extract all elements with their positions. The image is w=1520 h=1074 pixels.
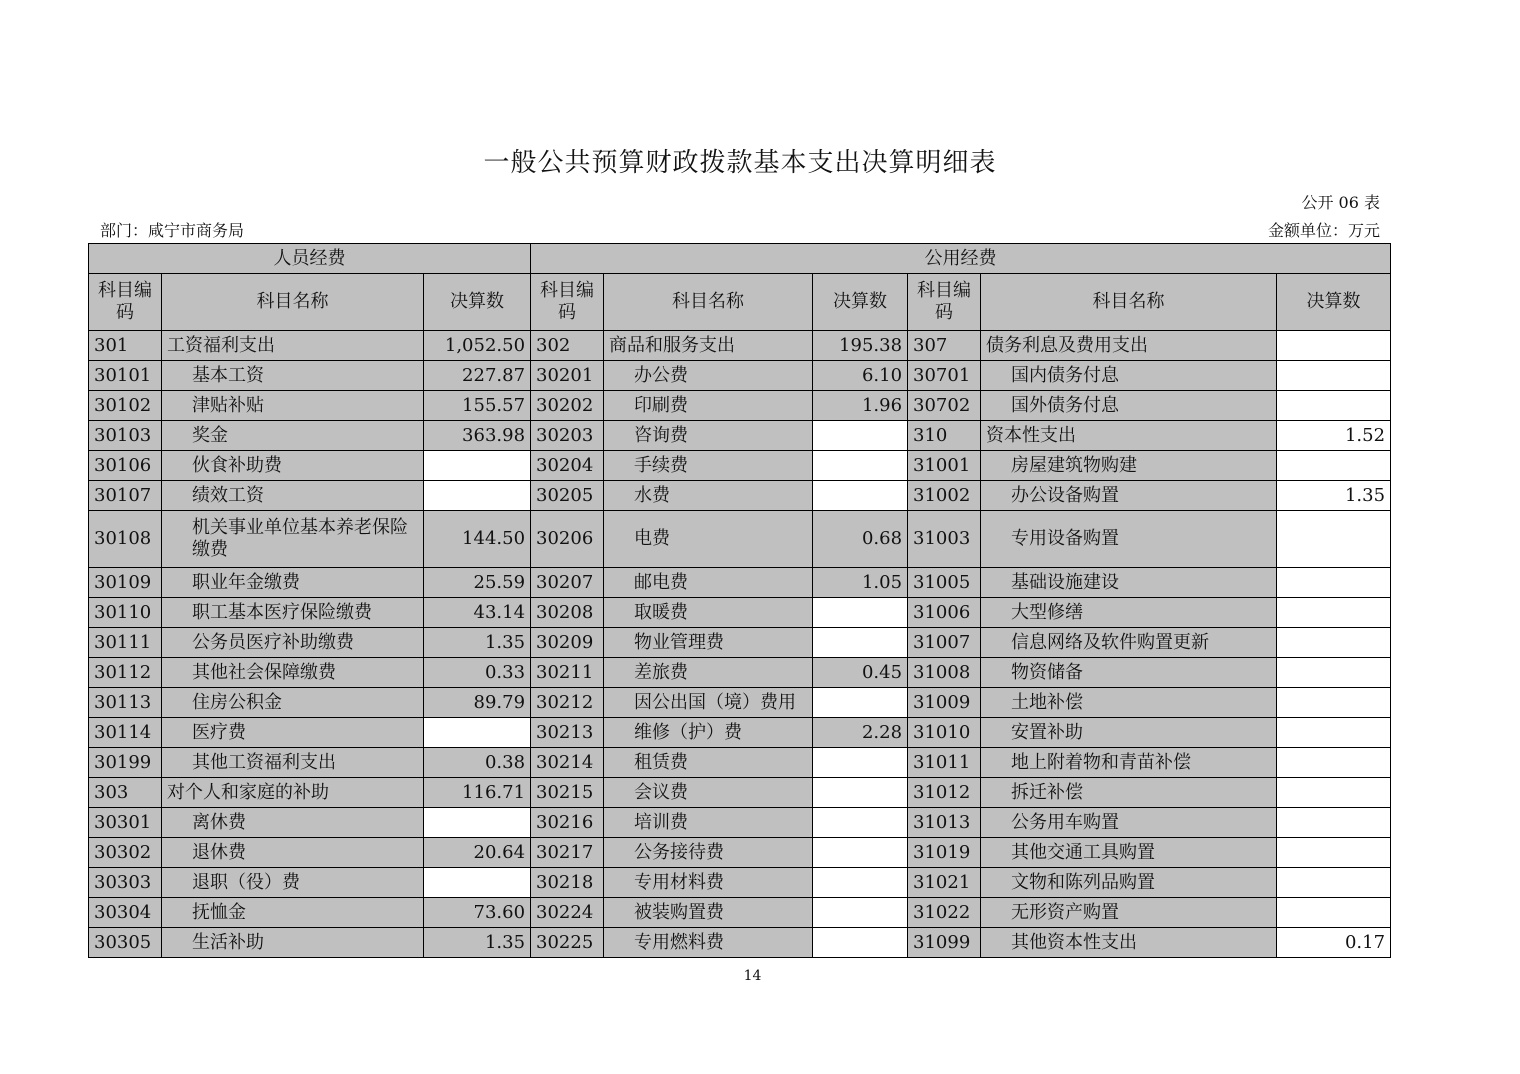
subject-code-cell: 30701 bbox=[908, 361, 981, 391]
subject-code-cell: 30702 bbox=[908, 391, 981, 421]
table-row bbox=[89, 748, 1391, 778]
table-row bbox=[89, 391, 1391, 421]
subject-name-cell: 咨询费 bbox=[604, 421, 813, 451]
table-row bbox=[89, 568, 1391, 598]
subject-code-cell: 31007 bbox=[908, 628, 981, 658]
subject-name-cell: 绩效工资 bbox=[162, 481, 424, 511]
section-personnel: 人员经费 bbox=[89, 244, 531, 274]
amount-unit-label: 金额单位：万元 bbox=[1267, 221, 1380, 240]
column-header-row bbox=[89, 274, 1391, 331]
amount-cell bbox=[1277, 778, 1391, 808]
amount-cell bbox=[1277, 838, 1391, 868]
table-row bbox=[89, 481, 1391, 511]
subject-name-cell: 国内债务付息 bbox=[981, 361, 1277, 391]
amount-cell bbox=[1277, 598, 1391, 628]
amount-cell: 1.52 bbox=[1277, 421, 1391, 451]
subject-name-cell: 被装购置费 bbox=[604, 898, 813, 928]
amount-cell bbox=[1277, 868, 1391, 898]
subject-code-cell: 30215 bbox=[531, 778, 604, 808]
table-row bbox=[89, 898, 1391, 928]
subject-code-cell: 310 bbox=[908, 421, 981, 451]
subject-code-cell: 31002 bbox=[908, 481, 981, 511]
amount-cell bbox=[813, 628, 908, 658]
subject-code-cell: 30199 bbox=[89, 748, 162, 778]
amount-cell bbox=[813, 481, 908, 511]
subject-name-cell: 因公出国（境）费用 bbox=[604, 688, 813, 718]
subject-name-cell: 公务接待费 bbox=[604, 838, 813, 868]
subject-code-cell: 30113 bbox=[89, 688, 162, 718]
amount-cell bbox=[1277, 688, 1391, 718]
subject-name-cell: 取暖费 bbox=[604, 598, 813, 628]
subject-name-cell: 电费 bbox=[604, 511, 813, 568]
subject-code-cell: 30301 bbox=[89, 808, 162, 838]
subject-name-cell: 拆迁补偿 bbox=[981, 778, 1277, 808]
subject-code-cell: 30201 bbox=[531, 361, 604, 391]
col-name-3: 科目名称 bbox=[981, 274, 1277, 331]
subject-name-cell: 维修（护）费 bbox=[604, 718, 813, 748]
table-row bbox=[89, 511, 1391, 568]
table-row bbox=[89, 451, 1391, 481]
subject-name-cell: 其他工资福利支出 bbox=[162, 748, 424, 778]
subject-code-cell: 31010 bbox=[908, 718, 981, 748]
subject-code-cell: 30305 bbox=[89, 928, 162, 958]
subject-code-cell: 30203 bbox=[531, 421, 604, 451]
amount-cell bbox=[1277, 391, 1391, 421]
amount-cell: 227.87 bbox=[424, 361, 531, 391]
subject-code-cell: 30216 bbox=[531, 808, 604, 838]
amount-cell: 89.79 bbox=[424, 688, 531, 718]
table-row bbox=[89, 598, 1391, 628]
subject-name-cell: 抚恤金 bbox=[162, 898, 424, 928]
subject-name-cell: 房屋建筑物购建 bbox=[981, 451, 1277, 481]
subject-code-cell: 30211 bbox=[531, 658, 604, 688]
table-row bbox=[89, 658, 1391, 688]
amount-cell bbox=[813, 838, 908, 868]
subject-name-cell: 办公设备购置 bbox=[981, 481, 1277, 511]
subject-name-cell: 基础设施建设 bbox=[981, 568, 1277, 598]
page-number: 14 bbox=[743, 968, 762, 984]
subject-code-cell: 30214 bbox=[531, 748, 604, 778]
subject-name-cell: 大型修缮 bbox=[981, 598, 1277, 628]
subject-name-cell: 离休费 bbox=[162, 808, 424, 838]
amount-cell: 155.57 bbox=[424, 391, 531, 421]
subject-code-cell: 30224 bbox=[531, 898, 604, 928]
subject-code-cell: 303 bbox=[89, 778, 162, 808]
amount-cell bbox=[813, 898, 908, 928]
amount-cell: 1.35 bbox=[424, 628, 531, 658]
form-number: 公开 06 表 bbox=[1301, 193, 1380, 212]
subject-code-cell: 30225 bbox=[531, 928, 604, 958]
subject-code-cell: 31005 bbox=[908, 568, 981, 598]
expenditure-table bbox=[88, 243, 1391, 958]
amount-cell: 0.17 bbox=[1277, 928, 1391, 958]
subject-name-cell: 其他资本性支出 bbox=[981, 928, 1277, 958]
amount-cell: 0.68 bbox=[813, 511, 908, 568]
table-row bbox=[89, 868, 1391, 898]
subject-code-cell: 30304 bbox=[89, 898, 162, 928]
page-title: 一般公共预算财政拨款基本支出决算明细表 bbox=[483, 148, 997, 178]
subject-name-cell: 商品和服务支出 bbox=[604, 331, 813, 361]
amount-cell bbox=[1277, 808, 1391, 838]
subject-name-cell: 差旅费 bbox=[604, 658, 813, 688]
subject-code-cell: 30206 bbox=[531, 511, 604, 568]
amount-cell bbox=[1277, 511, 1391, 568]
subject-name-cell: 债务利息及费用支出 bbox=[981, 331, 1277, 361]
subject-code-cell: 30108 bbox=[89, 511, 162, 568]
amount-cell bbox=[424, 808, 531, 838]
amount-cell bbox=[1277, 658, 1391, 688]
amount-cell bbox=[813, 868, 908, 898]
amount-cell bbox=[1277, 748, 1391, 778]
subject-name-cell: 专用材料费 bbox=[604, 868, 813, 898]
subject-name-cell: 土地补偿 bbox=[981, 688, 1277, 718]
amount-cell bbox=[1277, 331, 1391, 361]
amount-cell: 1.35 bbox=[424, 928, 531, 958]
table-row bbox=[89, 628, 1391, 658]
subject-code-cell: 30205 bbox=[531, 481, 604, 511]
subject-name-cell: 信息网络及软件购置更新 bbox=[981, 628, 1277, 658]
subject-name-cell: 水费 bbox=[604, 481, 813, 511]
subject-code-cell: 30109 bbox=[89, 568, 162, 598]
amount-cell bbox=[424, 451, 531, 481]
subject-name-cell: 培训费 bbox=[604, 808, 813, 838]
subject-code-cell: 31099 bbox=[908, 928, 981, 958]
subject-name-cell: 会议费 bbox=[604, 778, 813, 808]
table-row bbox=[89, 688, 1391, 718]
amount-cell: 1,052.50 bbox=[424, 331, 531, 361]
table-row bbox=[89, 808, 1391, 838]
subject-name-cell: 物资储备 bbox=[981, 658, 1277, 688]
subject-name-cell: 其他交通工具购置 bbox=[981, 838, 1277, 868]
subject-code-cell: 30217 bbox=[531, 838, 604, 868]
amount-cell bbox=[1277, 568, 1391, 598]
amount-cell bbox=[1277, 718, 1391, 748]
subject-code-cell: 30213 bbox=[531, 718, 604, 748]
subject-code-cell: 307 bbox=[908, 331, 981, 361]
table-row bbox=[89, 361, 1391, 391]
amount-cell: 195.38 bbox=[813, 331, 908, 361]
col-code-2: 科目编码 bbox=[531, 274, 604, 331]
subject-name-cell: 退职（役）费 bbox=[162, 868, 424, 898]
subject-name-cell: 印刷费 bbox=[604, 391, 813, 421]
subject-name-cell: 奖金 bbox=[162, 421, 424, 451]
subject-code-cell: 302 bbox=[531, 331, 604, 361]
subject-name-cell: 工资福利支出 bbox=[162, 331, 424, 361]
section-public: 公用经费 bbox=[531, 244, 1391, 274]
amount-cell bbox=[813, 451, 908, 481]
table-row bbox=[89, 838, 1391, 868]
subject-code-cell: 30202 bbox=[531, 391, 604, 421]
amount-cell bbox=[813, 421, 908, 451]
subject-name-cell: 生活补助 bbox=[162, 928, 424, 958]
subject-name-cell: 伙食补助费 bbox=[162, 451, 424, 481]
subject-code-cell: 30207 bbox=[531, 568, 604, 598]
col-name-1: 科目名称 bbox=[162, 274, 424, 331]
subject-code-cell: 31001 bbox=[908, 451, 981, 481]
subject-code-cell: 301 bbox=[89, 331, 162, 361]
subject-name-cell: 物业管理费 bbox=[604, 628, 813, 658]
subject-code-cell: 30218 bbox=[531, 868, 604, 898]
subject-name-cell: 专用设备购置 bbox=[981, 511, 1277, 568]
amount-cell: 43.14 bbox=[424, 598, 531, 628]
amount-cell bbox=[424, 868, 531, 898]
amount-cell bbox=[1277, 361, 1391, 391]
subject-code-cell: 30107 bbox=[89, 481, 162, 511]
subject-code-cell: 30302 bbox=[89, 838, 162, 868]
amount-cell bbox=[813, 748, 908, 778]
amount-cell: 6.10 bbox=[813, 361, 908, 391]
amount-cell: 2.28 bbox=[813, 718, 908, 748]
subject-name-cell: 租赁费 bbox=[604, 748, 813, 778]
subject-code-cell: 31012 bbox=[908, 778, 981, 808]
subject-name-cell: 无形资产购置 bbox=[981, 898, 1277, 928]
amount-cell: 144.50 bbox=[424, 511, 531, 568]
amount-cell bbox=[424, 718, 531, 748]
amount-cell: 20.64 bbox=[424, 838, 531, 868]
amount-cell: 0.45 bbox=[813, 658, 908, 688]
amount-cell: 363.98 bbox=[424, 421, 531, 451]
subject-name-cell: 对个人和家庭的补助 bbox=[162, 778, 424, 808]
amount-cell bbox=[813, 778, 908, 808]
amount-cell bbox=[1277, 898, 1391, 928]
amount-cell: 73.60 bbox=[424, 898, 531, 928]
subject-code-cell: 31006 bbox=[908, 598, 981, 628]
table-row bbox=[89, 928, 1391, 958]
col-amount-1: 决算数 bbox=[424, 274, 531, 331]
table-row bbox=[89, 778, 1391, 808]
subject-name-cell: 其他社会保障缴费 bbox=[162, 658, 424, 688]
subject-name-cell: 国外债务付息 bbox=[981, 391, 1277, 421]
amount-cell: 25.59 bbox=[424, 568, 531, 598]
subject-code-cell: 30208 bbox=[531, 598, 604, 628]
subject-name-cell: 医疗费 bbox=[162, 718, 424, 748]
amount-cell bbox=[1277, 628, 1391, 658]
col-amount-2: 决算数 bbox=[813, 274, 908, 331]
amount-cell bbox=[813, 598, 908, 628]
subject-name-cell: 手续费 bbox=[604, 451, 813, 481]
subject-code-cell: 30101 bbox=[89, 361, 162, 391]
subject-name-cell: 职工基本医疗保险缴费 bbox=[162, 598, 424, 628]
col-name-2: 科目名称 bbox=[604, 274, 813, 331]
section-header-row bbox=[89, 244, 1391, 274]
subject-code-cell: 30212 bbox=[531, 688, 604, 718]
subject-name-cell: 专用燃料费 bbox=[604, 928, 813, 958]
amount-cell: 0.38 bbox=[424, 748, 531, 778]
amount-cell bbox=[813, 808, 908, 838]
table-row bbox=[89, 421, 1391, 451]
subject-name-cell: 资本性支出 bbox=[981, 421, 1277, 451]
amount-cell: 1.05 bbox=[813, 568, 908, 598]
subject-code-cell: 31013 bbox=[908, 808, 981, 838]
subject-name-cell: 文物和陈列品购置 bbox=[981, 868, 1277, 898]
subject-name-cell: 住房公积金 bbox=[162, 688, 424, 718]
subject-name-cell: 津贴补贴 bbox=[162, 391, 424, 421]
subject-code-cell: 31019 bbox=[908, 838, 981, 868]
subject-code-cell: 30303 bbox=[89, 868, 162, 898]
amount-cell bbox=[813, 928, 908, 958]
subject-code-cell: 30209 bbox=[531, 628, 604, 658]
department-label: 部门：咸宁市商务局 bbox=[100, 221, 245, 240]
subject-name-cell: 地上附着物和青苗补偿 bbox=[981, 748, 1277, 778]
col-code-1: 科目编码 bbox=[89, 274, 162, 331]
subject-name-cell: 机关事业单位基本养老保险缴费 bbox=[162, 511, 424, 568]
subject-code-cell: 30103 bbox=[89, 421, 162, 451]
subject-name-cell: 公务用车购置 bbox=[981, 808, 1277, 838]
subject-code-cell: 31022 bbox=[908, 898, 981, 928]
subject-name-cell: 邮电费 bbox=[604, 568, 813, 598]
subject-code-cell: 30110 bbox=[89, 598, 162, 628]
subject-code-cell: 30102 bbox=[89, 391, 162, 421]
subject-code-cell: 31008 bbox=[908, 658, 981, 688]
subject-name-cell: 职业年金缴费 bbox=[162, 568, 424, 598]
amount-cell bbox=[424, 481, 531, 511]
subject-name-cell: 基本工资 bbox=[162, 361, 424, 391]
subject-name-cell: 公务员医疗补助缴费 bbox=[162, 628, 424, 658]
subject-code-cell: 30106 bbox=[89, 451, 162, 481]
amount-cell: 1.35 bbox=[1277, 481, 1391, 511]
subject-code-cell: 31011 bbox=[908, 748, 981, 778]
table-row bbox=[89, 718, 1391, 748]
subject-code-cell: 30112 bbox=[89, 658, 162, 688]
subject-code-cell: 30114 bbox=[89, 718, 162, 748]
subject-name-cell: 安置补助 bbox=[981, 718, 1277, 748]
amount-cell: 0.33 bbox=[424, 658, 531, 688]
table-row bbox=[89, 331, 1391, 361]
amount-cell bbox=[1277, 451, 1391, 481]
amount-cell: 1.96 bbox=[813, 391, 908, 421]
amount-cell: 116.71 bbox=[424, 778, 531, 808]
subject-name-cell: 退休费 bbox=[162, 838, 424, 868]
col-code-3: 科目编码 bbox=[908, 274, 981, 331]
col-amount-3: 决算数 bbox=[1277, 274, 1391, 331]
amount-cell bbox=[813, 688, 908, 718]
subject-code-cell: 30111 bbox=[89, 628, 162, 658]
subject-code-cell: 31003 bbox=[908, 511, 981, 568]
subject-code-cell: 31021 bbox=[908, 868, 981, 898]
subject-name-cell: 办公费 bbox=[604, 361, 813, 391]
subject-code-cell: 30204 bbox=[531, 451, 604, 481]
subject-code-cell: 31009 bbox=[908, 688, 981, 718]
